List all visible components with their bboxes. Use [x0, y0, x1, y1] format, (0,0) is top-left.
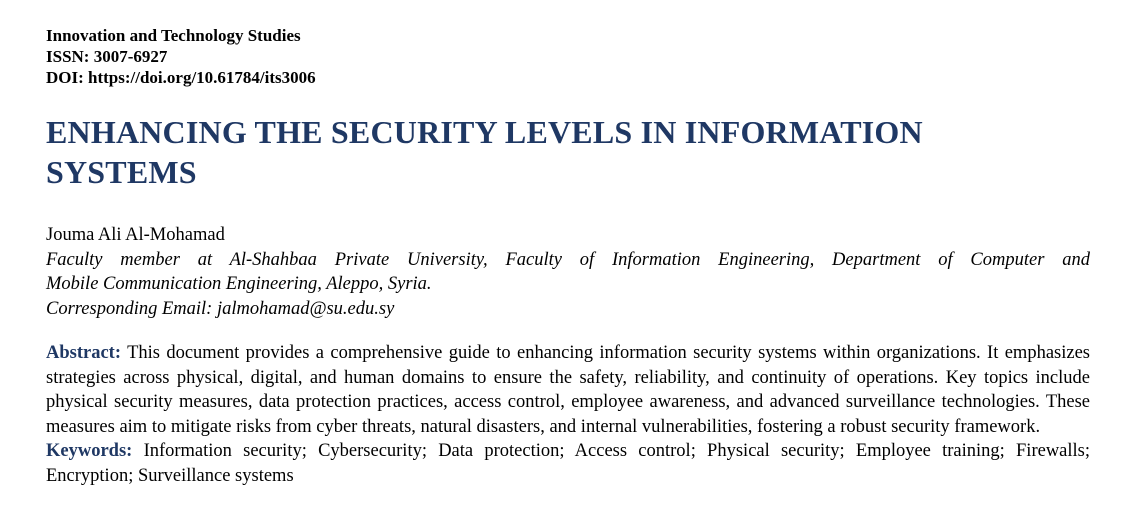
abstract-label: Abstract:	[46, 343, 122, 363]
abstract-paragraph	[46, 341, 1090, 439]
author-block	[46, 223, 1090, 321]
affiliation-line-1: Faculty member at Al-Shahbaa Private University, Faculty of Information Engineering, Department of Computer and	[46, 249, 1090, 270]
journal-doi: DOI: https://doi.org/10.61784/its3006	[46, 68, 316, 87]
keywords-paragraph	[46, 439, 1090, 488]
author-name: Jouma Ali Al-Mohamad	[46, 225, 225, 245]
journal-header	[46, 0, 1090, 88]
journal-issn: ISSN: 3007-6927	[46, 47, 168, 66]
corresponding-email: Corresponding Email: jalmohamad@su.edu.sy	[46, 298, 395, 319]
paper-title: ENHANCING THE SECURITY LEVELS IN INFORMATION SYSTEMS	[46, 114, 923, 190]
affiliation-line-2: Mobile Communication Engineering, Aleppo, Syria.	[46, 274, 432, 294]
keywords-text: Information security; Cybersecurity; Data protection; Access control; Physical security; Employee training; Firewalls; Encryption; Surveillance systems	[46, 441, 1091, 486]
keywords-label: Keywords:	[46, 441, 133, 461]
abstract-text: This document provides a comprehensive guide to enhancing information security systems within organizations. It emphasizes strategies across physical, digital, and human domains to ensure the safety, reliability, and continuity of operations. Key topics include physical security measures, data protection practices, access control, employee awareness, and advanced surveillance technologies. These measures aim to mitigate risks from cyber threats, natural disasters, and internal vulnerabilities, fostering a robust security framework.	[46, 343, 1090, 437]
journal-name: Innovation and Technology Studies	[46, 26, 301, 45]
author-affiliation	[46, 248, 1090, 297]
